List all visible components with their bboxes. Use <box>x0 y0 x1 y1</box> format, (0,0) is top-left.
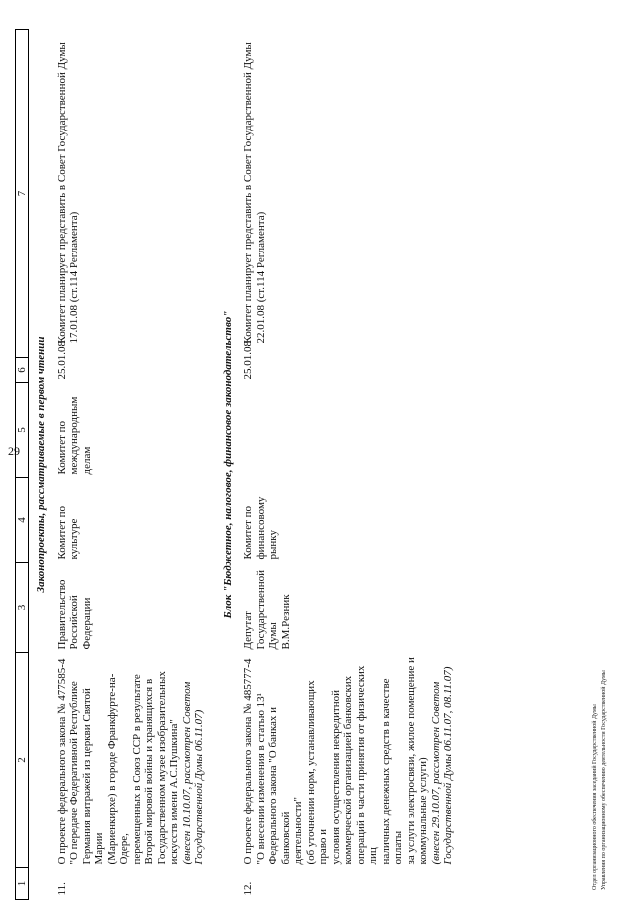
legislation-table <box>15 29 457 900</box>
column-number: 3 <box>16 563 29 653</box>
plan-note: Комитет планирует представить в Совет Государственной Думы 17.01.08 (ст.114 Регламента) <box>55 42 80 344</box>
date: 25.01.08 <box>55 341 68 380</box>
row-number: 11. <box>55 882 68 896</box>
table-row <box>54 30 208 900</box>
footer-line: Отдел организационного обеспечения заседаний Государственной Думы <box>592 704 598 890</box>
section-title: Блок "Бюджетное, налоговое, финансовое законодательство" <box>221 310 234 619</box>
rotated-page <box>15 30 600 900</box>
column-number: 1 <box>16 868 29 900</box>
bill-title: О проекте федерального закона № 485777-4 "О внесении изменения в статью 13¹ Федерального закона "О банках и банковской деятельности" (об уточнении норм, устанавливающих право и условия осуществления некредитной коммерческой организацией банковских операций в части принятия от физических лиц наличных денежных средств в качестве оплаты за услуги электросвязи, жилое помещение и коммунальные услуги) (внесен 29.10.07, рассмотрен Советом Государственной Думы 06.11.07, 08.11.07) <box>242 657 454 865</box>
co-committee: Комитет по международным делам <box>55 396 93 475</box>
column-number: 5 <box>16 383 29 478</box>
initiator: Депутат Государственной Думы В.М.Резник <box>242 569 292 650</box>
column-number: 6 <box>16 358 29 383</box>
section-title: Законопроекты, рассматриваемые в первом чтении <box>35 336 47 593</box>
initiator: Правительство Российской Федерации <box>55 579 93 650</box>
column-number: 2 <box>16 653 29 868</box>
column-number: 4 <box>16 478 29 563</box>
plan-note: Комитет планирует представить в Совет Государственной Думы 22.01.08 (ст.114 Регламента) <box>242 42 267 344</box>
responsible-committee: Комитет по культуре <box>55 505 80 560</box>
footer-line: Управления по организационному обеспечению деятельности Государственной Думы <box>601 670 607 890</box>
date: 25.01.08 <box>242 341 254 380</box>
co-committee <box>240 383 457 478</box>
column-number: 7 <box>16 30 29 358</box>
bill-note: Государственной Думы 06.11.07) <box>193 709 205 865</box>
bill-title: О проекте федерального закона № 477585-4 "О передаче Федеративной Республике Германия витражей из церкви Святой Марии (Мариенкирхе) в городе Франкфурте-на-Одере, перемещенных в Союз ССР в результате Второй мировой войны и хранящихся в Государственном музее изобразительных искусств имени А.С.Пушкина" (внесен 10.10.07, рассмотрен Советом Государственной Думы 06.11.07) <box>54 653 208 868</box>
bill-note: (внесен 10.10.07, рассмотрен Советом <box>180 681 193 865</box>
page-number: 29 <box>8 444 20 458</box>
column-number-row <box>16 30 29 900</box>
bill-note: (внесен 29.10.07, рассмотрен Советом <box>429 681 442 865</box>
responsible-committee: Комитет по финансовому рынку <box>242 496 279 560</box>
table-row <box>240 30 457 900</box>
footer <box>590 10 630 890</box>
section-heading-row <box>208 30 241 900</box>
bill-note: Государственной Думы 06.11.07, 08.11.07) <box>442 666 454 865</box>
row-number: 12. <box>242 881 254 896</box>
section-heading-row <box>29 30 54 900</box>
